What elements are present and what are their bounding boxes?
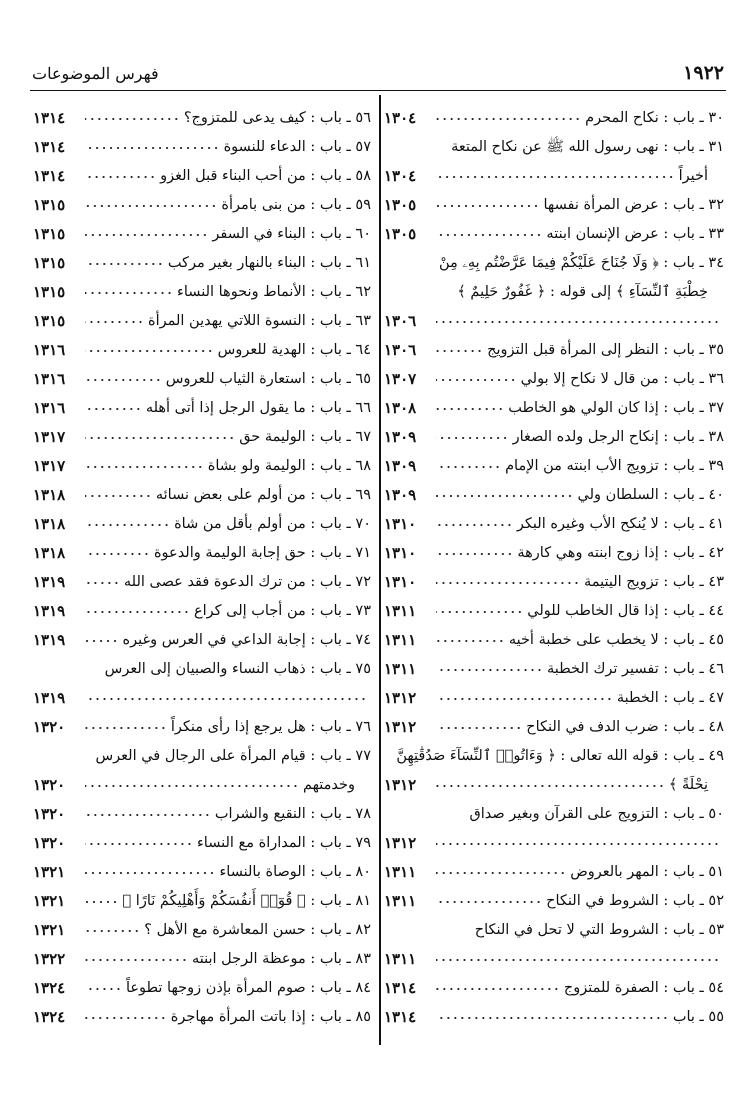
toc-entry-page: ١٣١٩ xyxy=(33,602,66,620)
toc-entry-page: ١٣٢٢ xyxy=(33,950,66,968)
leader-dots xyxy=(436,374,517,386)
toc-entry-page: ١٣١٥ xyxy=(33,225,66,243)
leader-dots xyxy=(436,461,501,473)
toc-entry-page: ١٣٠٤ xyxy=(384,167,417,185)
toc-entry-page: ١٣١٤ xyxy=(384,1008,417,1026)
toc-entry xyxy=(33,539,371,568)
toc-entry xyxy=(384,249,724,278)
toc-entry-title: ٦٤ ـ باب : الهدية للعروس xyxy=(217,342,371,358)
toc-entry xyxy=(384,742,724,771)
toc-entry-title: ٣٠ ـ باب : نكاح المحرم xyxy=(585,110,724,126)
toc-entry xyxy=(384,800,724,829)
leader-dots xyxy=(436,519,513,531)
leader-dots xyxy=(85,113,180,125)
toc-entry-title: ٤٦ ـ باب : تفسير ترك الخطبة xyxy=(547,661,724,677)
leader-dots xyxy=(85,983,122,995)
leader-dots xyxy=(85,954,188,966)
toc-entry xyxy=(33,916,371,945)
page-header xyxy=(30,58,726,91)
toc-entry-page: ١٣٠٨ xyxy=(384,399,417,417)
leader-dots xyxy=(85,896,118,908)
toc-entry xyxy=(33,307,371,336)
toc-entry-title: ٤٨ ـ باب : ضرب الدف في النكاح xyxy=(526,719,724,735)
toc-entry-title: ٨٢ ـ باب : حسن المعاشرة مع الأهل ؟ xyxy=(144,922,371,938)
toc-entry xyxy=(33,626,371,655)
toc-entry xyxy=(33,713,371,742)
leader-dots xyxy=(436,1012,669,1024)
toc-entry-title: ٨٣ ـ باب : موعظة الرجل ابنته xyxy=(191,951,371,967)
leader-dots xyxy=(85,403,142,415)
leader-dots xyxy=(436,171,675,183)
toc-entry-page: ١٣١٦ xyxy=(33,399,66,417)
toc-entry xyxy=(33,481,371,510)
toc-entry-page: ١٣٠٥ xyxy=(384,196,417,214)
toc-entry xyxy=(33,771,371,800)
leader-dots xyxy=(85,171,156,183)
toc-entry-title: ٤٩ ـ باب : قوله الله تعالى : ﴿ وَءَاتُوا۟ ٱلنِّسَآءَ صَدُقَٰتِهِنَّ xyxy=(396,748,724,764)
toc-entry-page: ١٣١٠ xyxy=(384,573,417,591)
leader-dots xyxy=(85,548,150,560)
toc-entry-page: ١٣١٢ xyxy=(384,689,417,707)
toc-entry-page: ١٣٠٩ xyxy=(384,428,417,446)
leader-dots xyxy=(436,606,523,618)
toc-entry xyxy=(33,133,371,162)
toc-entry-title: ٣١ ـ باب : نهى رسول الله ﷺ عن نكاح المتعة xyxy=(451,139,724,155)
leader-dots xyxy=(85,287,173,299)
toc-entry-title: ٤١ ـ باب : لا يُنكح الأب وغيره البكر xyxy=(516,516,724,532)
toc-column-left xyxy=(33,104,371,1032)
toc-entry-page: ١٣١٤ xyxy=(384,979,417,997)
toc-entry-title: ٦٦ ـ باب : ما يقول الرجل إذا أتى أهله xyxy=(145,400,371,416)
toc-entry-title: ٦٧ ـ باب : الوليمة حق xyxy=(239,429,371,445)
leader-dots xyxy=(436,229,542,241)
page-number: ١٩٢٢ xyxy=(683,62,724,84)
leader-dots xyxy=(436,838,720,850)
toc-entry-title: ٦٥ ـ باب : استعارة الثياب للعروس xyxy=(165,371,371,387)
toc-entry-title: ٣٣ ـ باب : عرض الإنسان ابنته xyxy=(546,226,724,242)
toc-entry-page: ١٣١٢ xyxy=(384,776,417,794)
toc-entry-page: ١٣٠٦ xyxy=(384,312,417,330)
leader-dots xyxy=(436,896,542,908)
toc-entry xyxy=(33,278,371,307)
toc-entry-page: ١٣١٨ xyxy=(33,515,66,533)
toc-entry xyxy=(33,800,371,829)
toc-entry-page: ١٣٢٠ xyxy=(33,834,66,852)
toc-entry-title: ٤٥ ـ باب : لا يخطب على خطبة أخيه xyxy=(508,632,724,648)
toc-entry-title: ٥٦ ـ باب : كيف يدعى للمتزوج؟ xyxy=(183,110,371,126)
toc-entry xyxy=(384,162,724,191)
toc-entry xyxy=(384,336,724,365)
toc-entry xyxy=(33,423,371,452)
toc-entry-page: ١٣١٤ xyxy=(33,167,66,185)
leader-dots xyxy=(85,316,144,328)
leader-dots xyxy=(85,519,170,531)
toc-entry-title: ٤٠ ـ باب : السلطان ولي xyxy=(577,487,724,503)
column-divider xyxy=(379,95,381,1045)
toc-entry xyxy=(384,887,724,916)
toc-entry-title: خِطْبَةِ ٱلنِّسَآءِ ﴾ إلى قوله : ﴿ غَفُورٌ حَلِيمٌ ﴾ xyxy=(457,284,708,300)
toc-entry-title: ٦٩ ـ باب : من أولم على بعض نسائه xyxy=(155,487,371,503)
toc-entry xyxy=(33,597,371,626)
toc-entry xyxy=(384,858,724,887)
toc-entry-title: ٥٨ ـ باب : من أحب البناء قبل الغزو xyxy=(160,168,371,184)
toc-entry xyxy=(33,365,371,394)
toc-entry xyxy=(384,423,724,452)
toc-entry xyxy=(384,684,724,713)
leader-dots xyxy=(85,780,299,792)
toc-entry xyxy=(33,974,371,1003)
toc-entry-title: ٣٧ ـ باب : إذا كان الولي هو الخاطب xyxy=(508,400,724,416)
toc-entry-title: ٧٨ ـ باب : النقيع والشراب xyxy=(214,806,371,822)
toc-entry-page: ١٣١١ xyxy=(384,892,417,910)
leader-dots xyxy=(85,1012,167,1024)
toc-entry xyxy=(33,684,371,713)
toc-entry xyxy=(384,539,724,568)
toc-entry-page: ١٣٢١ xyxy=(33,921,66,939)
toc-entry-title: ٨٤ ـ باب : صوم المرأة بإذن زوجها تطوعاً xyxy=(125,980,371,996)
toc-entry-title: ٥٠ ـ باب : التزويج على القرآن وبغير صداق xyxy=(469,806,724,822)
toc-entry xyxy=(33,945,371,974)
toc-entry-title: ٣٨ ـ باب : إنكاح الرجل ولده الصغار xyxy=(512,429,724,445)
toc-entry-title: ٧٦ ـ باب : هل يرجع إذا رأى منكراً xyxy=(170,719,371,735)
leader-dots xyxy=(85,693,367,705)
toc-entry xyxy=(33,162,371,191)
leader-dots xyxy=(85,345,214,357)
toc-entry-page: ١٣١٠ xyxy=(384,544,417,562)
toc-entry xyxy=(384,916,724,945)
toc-entry-title: ٣٢ ـ باب : عرض المرأة نفسها xyxy=(543,197,724,213)
toc-entry-page: ١٣١٥ xyxy=(33,196,66,214)
leader-dots xyxy=(436,490,573,502)
toc-entry xyxy=(33,452,371,481)
toc-entry xyxy=(384,568,724,597)
leader-dots xyxy=(85,925,140,937)
toc-entry-title: ٧٧ ـ باب : قيام المرأة على الرجال في العرس xyxy=(95,748,371,764)
leader-dots xyxy=(436,345,483,357)
leader-dots xyxy=(85,461,204,473)
toc-entry-page: ١٣١١ xyxy=(384,602,417,620)
toc-entry-page: ١٣١٩ xyxy=(33,631,66,649)
leader-dots xyxy=(436,316,720,328)
toc-entry-title: ٨٠ ـ باب : الوصاة بالنساء xyxy=(219,864,371,880)
toc-entry-page: ١٣٢٠ xyxy=(33,805,66,823)
toc-entry xyxy=(384,452,724,481)
toc-entry-page: ١٣١٩ xyxy=(33,689,66,707)
leader-dots xyxy=(436,200,539,212)
toc-entry-title: ٥٩ ـ باب : من بنى بامرأة xyxy=(221,197,371,213)
toc-entry-page: ١٣٠٩ xyxy=(384,486,417,504)
leader-dots xyxy=(85,432,235,444)
toc-entry xyxy=(384,220,724,249)
leader-dots xyxy=(85,838,193,850)
leader-dots xyxy=(85,374,162,386)
toc-entry-title: ٧٩ ـ باب : المداراة مع النساء xyxy=(196,835,371,851)
toc-entry xyxy=(384,655,724,684)
toc-entry xyxy=(33,104,371,133)
toc-entry xyxy=(384,597,724,626)
toc-entry xyxy=(384,771,724,800)
toc-entry xyxy=(384,481,724,510)
leader-dots xyxy=(436,403,504,415)
leader-dots xyxy=(85,258,164,270)
leader-dots xyxy=(85,722,167,734)
toc-entry xyxy=(33,858,371,887)
toc-entry xyxy=(33,887,371,916)
toc-entry xyxy=(33,568,371,597)
leader-dots xyxy=(85,867,215,879)
toc-entry xyxy=(384,829,724,858)
toc-entry-page: ١٣١٥ xyxy=(33,312,66,330)
leader-dots xyxy=(436,577,580,589)
toc-entry-page: ١٣١٦ xyxy=(33,370,66,388)
leader-dots xyxy=(85,490,152,502)
toc-entry-title: ٥٣ ـ باب : الشروط التي لا تحل في النكاح xyxy=(474,922,724,938)
toc-entry-page: ١٣٢٤ xyxy=(33,1008,66,1026)
toc-entry xyxy=(384,365,724,394)
toc-entry-title: ٥٤ ـ باب : الصفرة للمتزوج xyxy=(563,980,724,996)
toc-entry-page: ١٣١١ xyxy=(384,863,417,881)
toc-entry-title: ٨٥ ـ باب : إذا باتت المرأة مهاجرة xyxy=(170,1009,371,1025)
toc-entry-page: ١٣١٦ xyxy=(33,341,66,359)
toc-entry-title: ٥٥ ـ باب xyxy=(672,1009,724,1025)
leader-dots xyxy=(436,664,543,676)
toc-entry xyxy=(384,974,724,1003)
toc-entry-title: ٦٣ ـ باب : النسوة اللاتي يهدين المرأة xyxy=(147,313,371,329)
toc-entry-title: ٧٢ ـ باب : من ترك الدعوة فقد عصى الله xyxy=(123,574,371,590)
toc-entry xyxy=(33,336,371,365)
toc-entry-page: ١٣١١ xyxy=(384,631,417,649)
toc-entry xyxy=(384,945,724,974)
toc-entry-title: ٥٢ ـ باب : الشروط في النكاح xyxy=(546,893,724,909)
toc-entry-title: ٣٤ ـ باب : ﴿ وَلَا جُنَاحَ عَلَيْكُمْ فِيمَا عَرَّضْتُم بِهِۦ مِنْ xyxy=(438,255,724,271)
toc-entry xyxy=(33,742,371,771)
leader-dots xyxy=(436,432,509,444)
leader-dots xyxy=(85,200,217,212)
toc-entry-title: ٦٠ ـ باب : البناء في السفر xyxy=(212,226,371,242)
toc-entry-page: ١٣١٠ xyxy=(384,515,417,533)
toc-entry xyxy=(384,626,724,655)
toc-entry-page: ١٣٠٦ xyxy=(384,341,417,359)
toc-entry-title: ٧١ ـ باب : حق إجابة الوليمة والدعوة xyxy=(153,545,371,561)
toc-entry-title: ٧٠ ـ باب : من أولم بأقل من شاة xyxy=(174,516,371,532)
leader-dots xyxy=(436,954,720,966)
running-title: فهرس الموضوعات xyxy=(32,64,159,83)
leader-dots xyxy=(436,867,566,879)
toc-entry-page: ١٣٢٠ xyxy=(33,776,66,794)
toc-entry-page: ١٣١١ xyxy=(384,660,417,678)
leader-dots xyxy=(436,780,665,792)
toc-entry xyxy=(33,249,371,278)
toc-entry-page: ١٣٢١ xyxy=(33,863,66,881)
leader-dots xyxy=(436,113,581,125)
leader-dots xyxy=(85,606,190,618)
toc-column-right xyxy=(384,104,724,1032)
toc-entry-page: ١٣٢٠ xyxy=(33,718,66,736)
toc-entry-title: ٤٣ ـ باب : تزويج اليتيمة xyxy=(583,574,724,590)
toc-entry xyxy=(33,510,371,539)
toc-entry-page: ١٣١٨ xyxy=(33,544,66,562)
toc-entry-title: ٤٧ ـ باب : الخطبة xyxy=(616,690,724,706)
toc-entry-page: ١٣٠٥ xyxy=(384,225,417,243)
leader-dots xyxy=(85,809,211,821)
toc-entry xyxy=(33,829,371,858)
toc-entry-page: ١٣٢٤ xyxy=(33,979,66,997)
toc-entry xyxy=(33,655,371,684)
toc-entry-title: أخيراً xyxy=(678,168,708,184)
toc-entry-title: ٦٢ ـ باب : الأنماط ونحوها النساء xyxy=(177,284,371,300)
toc-entry-page: ١٣١٢ xyxy=(384,834,417,852)
toc-entry-title: ٥١ ـ باب : المهر بالعروض xyxy=(570,864,724,880)
toc-entry xyxy=(384,307,724,336)
toc-entry xyxy=(33,220,371,249)
toc-entry xyxy=(384,394,724,423)
leader-dots xyxy=(436,635,505,647)
leader-dots xyxy=(436,693,613,705)
leader-dots xyxy=(436,548,513,560)
leader-dots xyxy=(436,722,522,734)
toc-entry-page: ١٣١٩ xyxy=(33,573,66,591)
leader-dots xyxy=(85,577,120,589)
toc-entry-page: ١٣١٥ xyxy=(33,254,66,272)
toc-entry-title: ٦٨ ـ باب : الوليمة ولو بشاة xyxy=(207,458,371,474)
toc-entry xyxy=(384,133,724,162)
toc-entry xyxy=(384,713,724,742)
toc-entry xyxy=(384,510,724,539)
toc-entry-page: ١٣١٢ xyxy=(384,718,417,736)
toc-entry-title: ٤٤ ـ باب : إذا قال الخاطب للولي xyxy=(527,603,724,619)
toc-entry-page: ١٣٠٩ xyxy=(384,457,417,475)
toc-entry xyxy=(384,104,724,133)
toc-entry-page: ١٣١٨ xyxy=(33,486,66,504)
toc-entry-page: ١٣٠٧ xyxy=(384,370,417,388)
leader-dots xyxy=(85,229,208,241)
toc-entry-title: ٨١ ـ باب : ﴿ قُوٓا۟ أَنفُسَكُمْ وَأَهْلِيكُمْ نَارًا ﴾ xyxy=(122,893,371,909)
toc-entry-page: ١٣١٧ xyxy=(33,457,66,475)
toc-entry-title: ٦١ ـ باب : البناء بالنهار بغير مركب xyxy=(167,255,371,271)
toc-entry-title: ٤٢ ـ باب : إذا زوج ابنته وهي كارهة xyxy=(517,545,724,561)
toc-entry-title: ٣٦ ـ باب : من قال لا نكاح إلا بولي xyxy=(520,371,724,387)
toc-entry-title: ٣٩ ـ باب : تزويج الأب ابنته من الإمام xyxy=(505,458,724,474)
toc-entry xyxy=(384,1003,724,1032)
toc-entry xyxy=(33,394,371,423)
leader-dots xyxy=(85,635,119,647)
toc-entry xyxy=(384,278,724,307)
toc-entry-title: ٥٧ ـ باب : الدعاء للنسوة xyxy=(223,139,371,155)
toc-entry xyxy=(33,191,371,220)
toc-entry-title: وخدمتهم xyxy=(302,777,355,793)
toc-entry xyxy=(33,1003,371,1032)
toc-entry-page: ١٣١٥ xyxy=(33,283,66,301)
toc-entry-title: ٧٣ ـ باب : من أجاب إلى كراع xyxy=(193,603,371,619)
toc-entry-title: ٧٥ ـ باب : ذهاب النساء والصبيان إلى العرس xyxy=(104,661,371,677)
toc-entry-title: ٣٥ ـ باب : النظر إلى المرأة قبل التزويج xyxy=(487,342,724,358)
toc-entry-title: نِحْلَةً ﴾ xyxy=(668,777,708,793)
toc-entry-page: ١٣١٤ xyxy=(33,109,66,127)
toc-entry-page: ١٣١٧ xyxy=(33,428,66,446)
toc-entry-page: ١٣١١ xyxy=(384,950,417,968)
toc-entry-page: ١٣١٤ xyxy=(33,138,66,156)
toc-entry-page: ١٣٢١ xyxy=(33,892,66,910)
toc-entry-page: ١٣٠٤ xyxy=(384,109,417,127)
toc-entry-title: ٧٤ ـ باب : إجابة الداعي في العرس وغيره xyxy=(122,632,371,648)
leader-dots xyxy=(436,983,560,995)
leader-dots xyxy=(85,142,220,154)
toc-entry xyxy=(384,191,724,220)
